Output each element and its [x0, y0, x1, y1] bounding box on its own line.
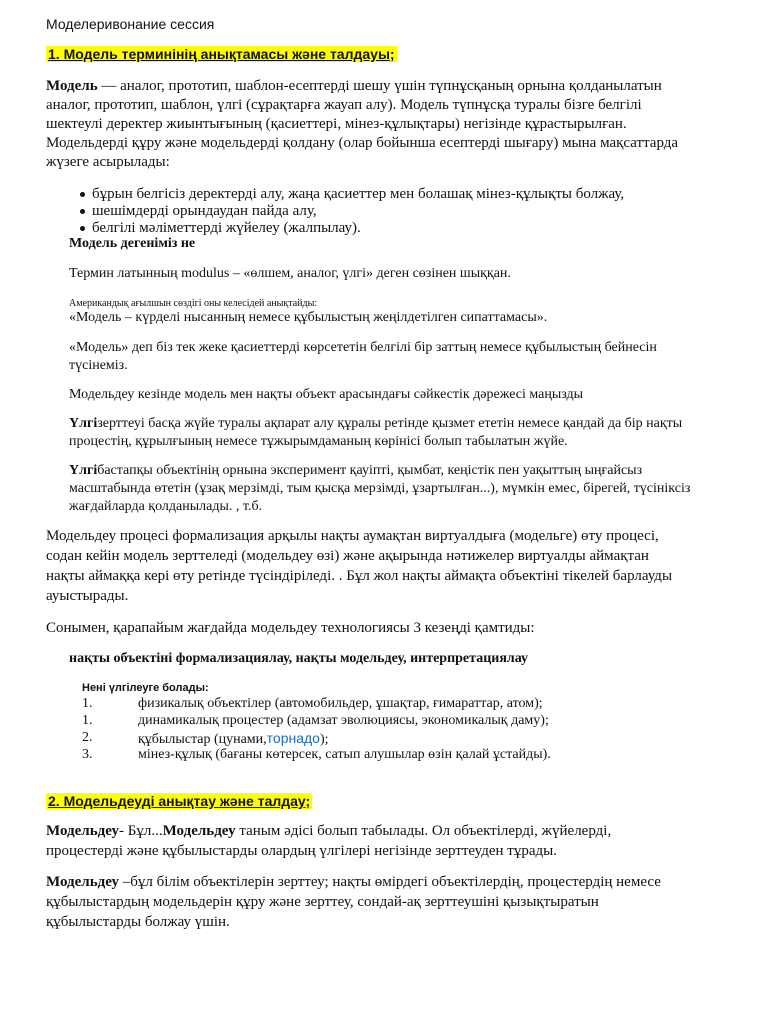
model-paragraph-line-2: түсінеміз. [69, 358, 128, 373]
bullet-item: бұрын белгісіз деректерді алу, жаңа қасиеттер мен болашақ мінез-құлықты болжау, [80, 186, 624, 203]
ulgi2-line-3: жағдайларда қолданылады. , т.б. [69, 499, 263, 514]
list-item: физикалық объектілер (автомобильдер, ұшақтар, ғимараттар, атом); [138, 696, 543, 711]
list-item: мінез-құлық (бағаны көтерсек, сатып алушылар өзін қалай ұстайды). [138, 747, 551, 762]
tornado-link[interactable]: торнадо [266, 730, 320, 746]
ulgi2-line-1: Үлгібастапқы объектінің орнына эксперимент қауіпті, қымбат, кеңістік пен уақыттың ыңғайсыз [69, 463, 643, 478]
model-paragraph-line-1: «Модель» деп біз тек жеке қасиеттерді көрсететін белгілі бір заттың немесе құбылыстың бейнесін [69, 340, 657, 355]
sub-heading: Модель дегеніміз не [69, 236, 196, 251]
definition-line-2: аналог, прототип, шаблон, үлгі (сұрақтарға жауап алу). Модель түпнұсқа туралы бізге белгілі [46, 97, 642, 113]
quote: «Модель – күрделі нысанның немесе құбылыстың жеңілдетілген сипаттамасы». [69, 310, 548, 325]
definition-line-4: Модельдерді құру және модельдерді қолдану (олар бойынша есептерді шығару) мына мақсаттарда [46, 135, 679, 151]
stages-intro: Сонымен, қарапайым жағдайда модельдеу технологиясы 3 кезеңді қамтиды: [46, 620, 535, 636]
section1-heading-text: 1. Модель терминінің анықтамасы және талдауы; [48, 46, 395, 62]
section2-p1-line-2: процестерді және құбылыстарды олардың үлгілері негізінде зерттеуден тұрады. [46, 843, 557, 859]
definition-line-1: Модель — аналог, прототип, шаблон-есептерді шешу үшін түпнұсқаның орнына қолданылатын [46, 78, 662, 94]
definition-term: Модель [46, 78, 98, 94]
process-line-2: содан кейін модель зерттеледі (модельдеу өзі) және ақырында нәтижелер виртуалды аймақтан [46, 548, 649, 564]
section2-p2-line-1: Модельдеу –бұл білім объектілерін зерттеу; нақты өмірдегі объектілердің, процестердің немесе [46, 874, 661, 890]
process-line-1: Модельдеу процесі формализация арқылы нақты аумақтан виртуалдыға (модельге) өту процесі, [46, 528, 659, 544]
list-number: 1. [82, 696, 93, 711]
can-model-heading: Нені үлгілеуге болады: [82, 682, 209, 694]
bullet-item: шешімдерді орындаудан пайда алу, [80, 203, 317, 220]
list-number: 2. [82, 730, 93, 745]
section2-heading-text: 2. Модельдеуді анықтау және талдау; [48, 793, 311, 809]
ulgi-term: Үлгі [69, 463, 98, 478]
similarity-line: Модельдеу кезінде модель мен нақты объект арасындағы сәйкестік дәрежесі маңызды [69, 387, 584, 402]
section2-p2-line-3: құбылыстарды болжау үшін. [46, 914, 230, 930]
section1-heading [46, 46, 397, 62]
ulgi-term: Үлгі [69, 416, 98, 431]
ulgi1-line-2: процестің, құрылғының немесе тұжырымдаманың көрінісі болып табылатын жүйе. [69, 434, 568, 449]
ulgi2-line-2: масштабында өтетін (ұзақ мерзімді, тым қысқа мерзімді, ұзартылған...), мүмкін емес, бірегей, түсініксіз [69, 481, 691, 496]
definition-line-5: жүзеге асырылады: [46, 154, 170, 170]
latin-origin: Термин латынның modulus – «өлшем, аналог, үлгі» деген сөзінен шыққан. [69, 266, 511, 281]
list-number: 1. [82, 713, 93, 728]
process-line-4: ауыстырады. [46, 588, 129, 604]
small-note: Американдық ағылшын сөздігі оны келесідей анықтайды: [69, 298, 318, 309]
bullet-item: белгілі мәліметтерді жүйелеу (жалпылау). [80, 220, 361, 237]
section2-p1-line-1: Модельдеу- Бұл...Модельдеу таным әдісі болып табылады. Ол объектілерді, жүйелерді, [46, 823, 612, 839]
stages-bold: нақты объектіні формализациялау, нақты модельдеу, интерпретациялау [69, 651, 529, 666]
list-number: 3. [82, 747, 93, 762]
section2-heading [46, 793, 312, 809]
list-item: динамикалық процестер (адамзат эволюциясы, экономикалық даму); [138, 713, 549, 728]
list-item: құбылыстар (цунами,торнадо); [138, 730, 329, 747]
doc-title: Моделеривонание сессия [46, 16, 215, 32]
section2-p2-line-2: құбылыстардың модельдерін құру және зерттеу, сондай-ақ зерттеушіні қызықтыратын [46, 894, 599, 910]
definition-line-3: шектеулі деректер жиынтығының (қасиеттері, мінез-құлықтары) негізінде құрастырылған. [46, 116, 627, 132]
ulgi1-line-1: Үлгізерттеуі басқа жүйе туралы ақпарат алу құралы ретінде қызмет ететін немесе қандай да бір нақты [69, 416, 683, 431]
process-line-3: нақты аймаққа кері өту ретінде түсіндіріледі. . Бұл жол нақты аймақта объектіні тікелей барлауды [46, 568, 673, 584]
